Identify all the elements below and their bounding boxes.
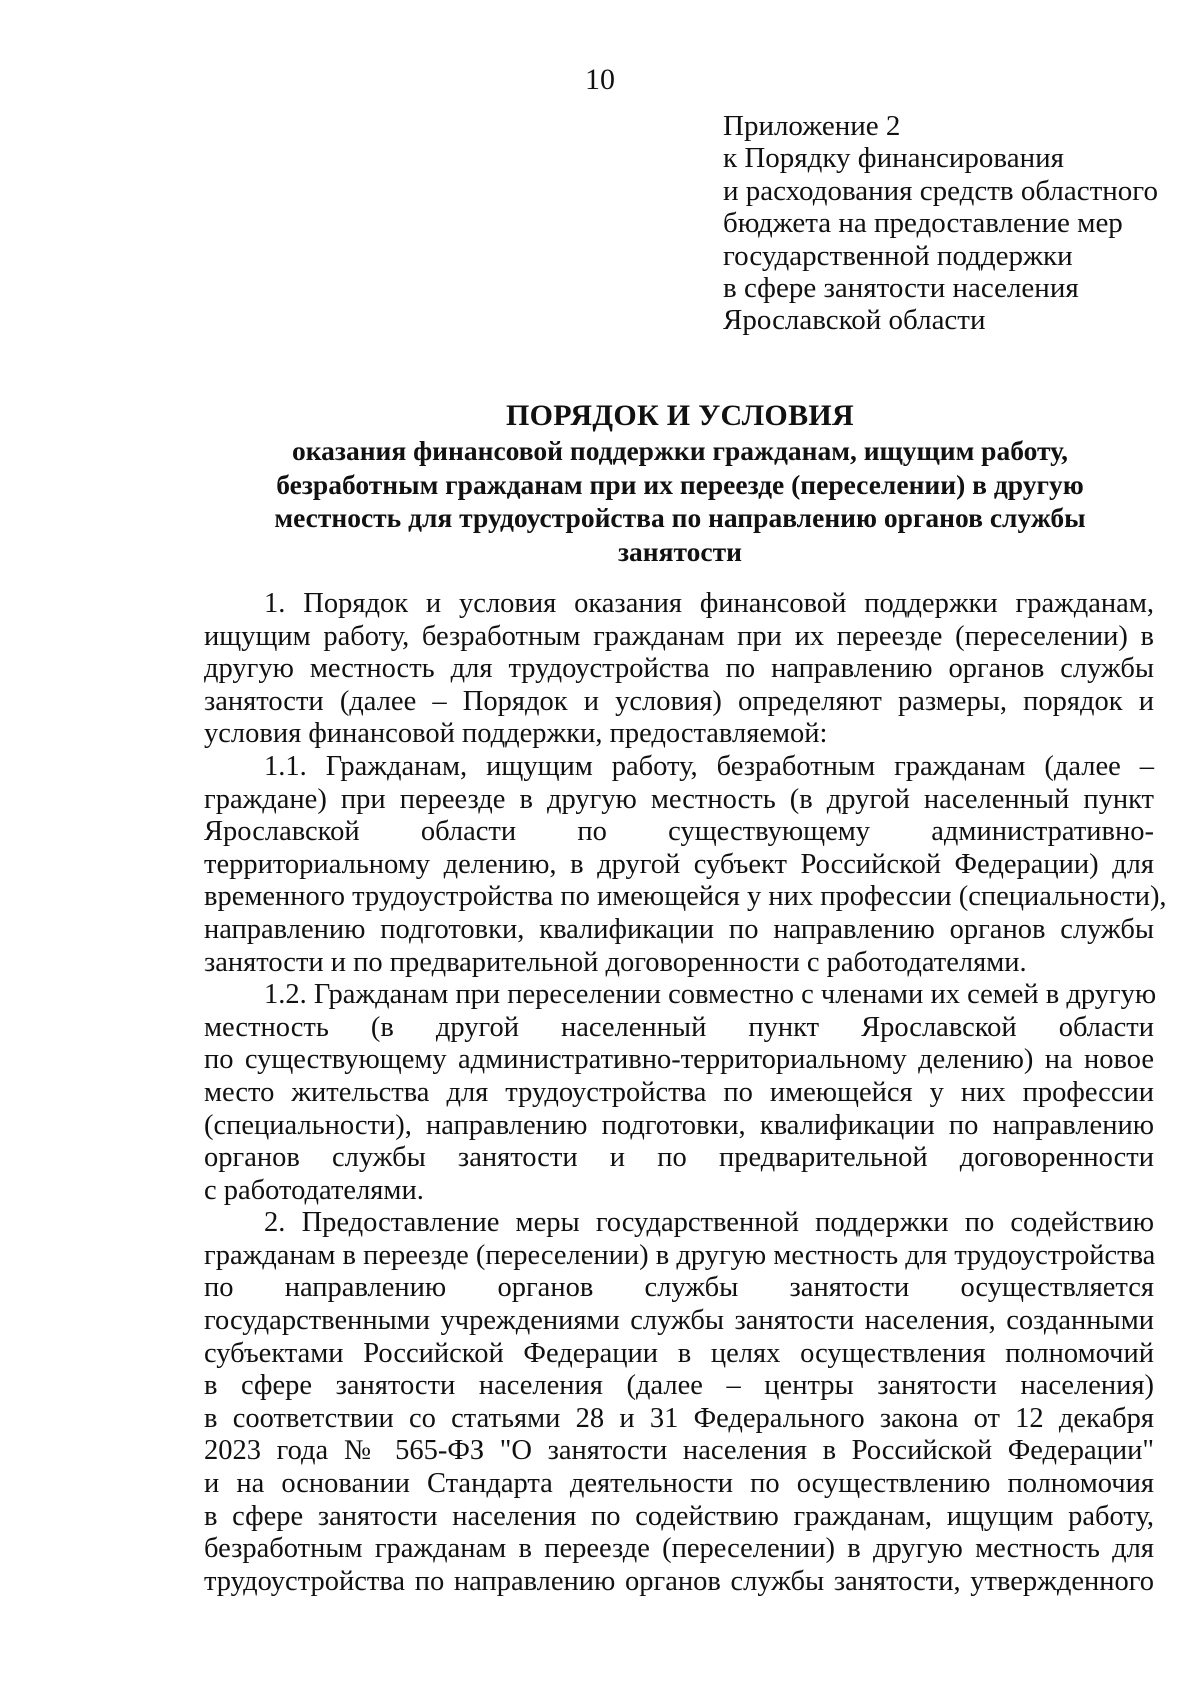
subtitle-line: безработным гражданам при их переезде (переселении) в другую [276, 468, 1084, 500]
paragraph-1-2-line: 1.2. Гражданам при переселении совместно с членами их семей в другую [264, 979, 1157, 1011]
appendix-reference [723, 110, 1163, 337]
paragraph-2-line: в сфере занятости населения по содействию гражданам, ищущим работу, [204, 1500, 1154, 1532]
paragraph-1-2-line: по существующему административно-территориальному делению) на новое [204, 1044, 1154, 1076]
paragraph-2-line: безработным гражданам в переезде (переселении) в другую местность для [204, 1533, 1154, 1565]
appendix-line: Ярославской области [723, 304, 986, 337]
paragraph-2-line: в соответствии со статьями 28 и 31 Федерального закона от 12 декабря [204, 1402, 1154, 1434]
appendix-line: бюджета на предоставление мер [723, 207, 1123, 240]
paragraph-1-line: условия финансовой поддержки, предоставляемой: [204, 718, 828, 750]
page-number: 10 [585, 63, 615, 96]
appendix-line: Приложение 2 [723, 110, 901, 142]
paragraph-2-line: 2023 года № 565-ФЗ "О занятости населения в Российской Федерации" [204, 1435, 1154, 1467]
paragraph-1-2-line: (специальности), направлению подготовки, квалификации по направлению [204, 1109, 1154, 1141]
paragraph-1-line: ищущим работу, безработным гражданам при их переезде (переселении) в [204, 620, 1154, 652]
paragraph-1-1-line: занятости и по предварительной договоренности с работодателями. [204, 946, 1027, 978]
document-title [200, 398, 1160, 568]
title-subtitle [200, 434, 1160, 568]
paragraph-1-2-line: органов службы занятости и по предварительной договоренности [204, 1142, 1154, 1174]
subtitle-line: оказания финансовой поддержки гражданам, ищущим работу, [291, 435, 1069, 466]
paragraph-1-2-line: местность (в другой населенный пункт Ярославской области [204, 1011, 1154, 1043]
paragraph-2-line: по направлению органов службы занятости осуществляется [204, 1272, 1154, 1304]
paragraph-1-1-line: Ярославской области по существующему административно- [204, 816, 1154, 848]
title-main: ПОРЯДОК И УСЛОВИЯ [506, 399, 854, 432]
appendix-line: и расходования средств областного [723, 174, 1158, 207]
paragraph-1-line: другую местность для трудоустройства по направлению органов службы [204, 653, 1154, 685]
appendix-line: государственной поддержки [723, 239, 1073, 272]
appendix-line: в сфере занятости населения [723, 272, 1079, 305]
paragraph-2-line: государственными учреждениями службы занятости населения, созданными [204, 1305, 1154, 1337]
paragraph-1-line: 1. Порядок и условия оказания финансовой поддержки гражданам, [264, 588, 1154, 619]
appendix-line: к Порядку финансирования [723, 142, 1064, 175]
subtitle-line: занятости [618, 535, 742, 567]
paragraph-1-1-line: временного трудоустройства по имеющейся у них профессии (специальности), [204, 881, 1167, 913]
paragraph-2-line: субъектами Российской Федерации в целях осуществления полномочий [204, 1337, 1154, 1369]
paragraph-1-1-line: направлению подготовки, квалификации по направлению органов службы [204, 913, 1154, 945]
paragraph-1-2-line: место жительства для трудоустройства по имеющейся у них профессии [204, 1076, 1154, 1108]
paragraph-1-1-line: граждане) при переезде в другую местность (в другой населенный пункт [204, 783, 1154, 815]
paragraph-2-line: 2. Предоставление меры государственной поддержки по содействию [264, 1207, 1154, 1239]
paragraph-1-2-line: с работодателями. [204, 1174, 424, 1206]
paragraph-1-1-line: 1.1. Гражданам, ищущим работу, безработным гражданам (далее – [264, 750, 1154, 782]
paragraph-2-line: гражданам в переезде (переселении) в другую местность для трудоустройства [204, 1239, 1156, 1271]
subtitle-line: местность для трудоустройства по направлению органов службы [274, 502, 1086, 533]
document-body [204, 588, 1167, 1598]
paragraph-2-line: и на основании Стандарта деятельности по осуществлению полномочия [204, 1468, 1154, 1500]
paragraph-1-1-line: территориальному делению, в другой субъект Российской Федерации) для [204, 848, 1154, 880]
paragraph-1-line: занятости (далее – Порядок и условия) определяют размеры, порядок и [204, 685, 1154, 717]
paragraph-2-line: трудоустройства по направлению органов службы занятости, утвержденного [204, 1565, 1154, 1597]
paragraph-2-line: в сфере занятости населения (далее – центры занятости населения) [204, 1370, 1154, 1402]
